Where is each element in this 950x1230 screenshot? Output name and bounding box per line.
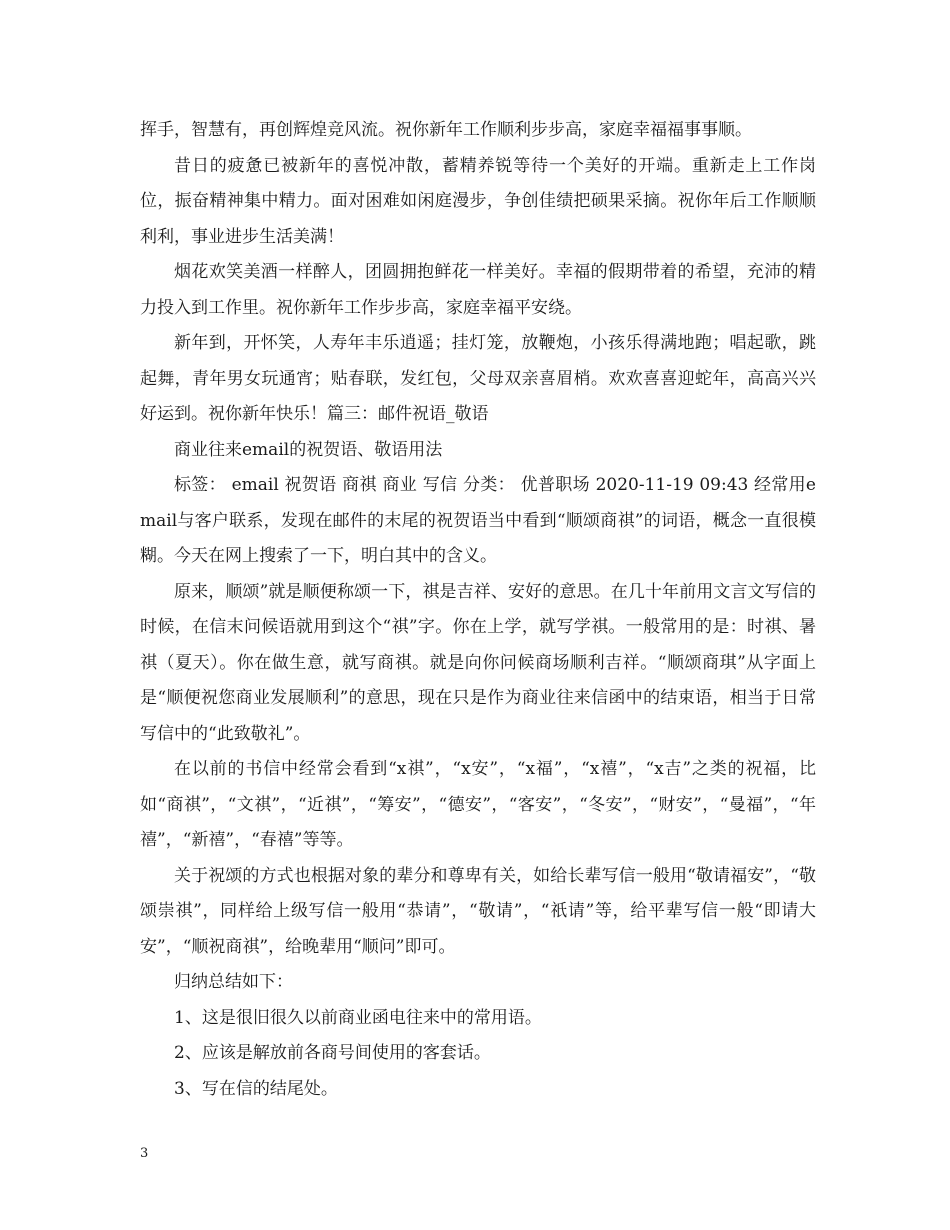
section-heading: 商业往来email的祝贺语、敬语用法: [174, 439, 443, 460]
summary-heading: 归纳总结如下：: [174, 972, 293, 992]
paragraph: 新年到，开怀笑，人寿年丰乐逍遥；挂灯笼，放鞭炮，小孩乐得满地跑；唱起歌，跳起舞，青年男女玩通宵；贴春联，发红包，父母双亲喜眉梢。欢欢喜喜迎蛇年，高高兴兴好运到。祝你新年快乐！篇三：邮件祝语_敬语: [140, 333, 816, 424]
tags-paragraph: 标签： email 祝贺语 商祺 商业 写信 分类： 优普职场 2020-11-19 09:43 经常用email与客户联系，发现在邮件的末尾的祝贺语当中看到“顺颂商祺”的词语，概念一直很模糊。今天在网上搜索了一下，明白其中的含义。: [140, 475, 816, 566]
paragraph-continuation: 挥手，智慧有，再创辉煌竞风流。祝你新年工作顺利步步高，家庭幸福福事事顺。: [140, 120, 752, 140]
page-number: 3: [140, 1146, 149, 1161]
paragraph: 在以前的书信中经常会看到“x祺”，“x安”，“x福”，“x禧”，“x吉”之类的祝福，比如“商祺”，“文祺”，“近祺”，“筹安”，“德安”，“客安”，“冬安”，“财安”，“曼福”，“年禧”，“新禧”，“春禧”等等。: [140, 759, 816, 850]
paragraph: 昔日的疲惫已被新年的喜悦冲散，蓄精养锐等待一个美好的开端。重新走上工作岗位，振奋精神集中精力。面对困难如闲庭漫步，争创佳绩把硕果采摘。祝你年后工作顺顺利利，事业进步生活美满！: [140, 155, 816, 247]
list-item: 2、应该是解放前各商号间使用的客套话。: [174, 1043, 491, 1063]
paragraph: 关于祝颂的方式也根据对象的辈分和尊卑有关，如给长辈写信一般用“敬请福安”，“敬颂崇祺”，同样给上级写信一般用“恭请”，“敬请”，“祇请”等，给平辈写信一般“即请大安”，“顺祝商祺”，给晚辈用“顺问”即可。: [140, 865, 816, 957]
list-item: 1、这是很旧很久以前商业函电往来中的常用语。: [174, 1007, 542, 1028]
document-body: [140, 113, 816, 1107]
list-item: 3、写在信的结尾处。: [174, 1078, 338, 1099]
paragraph: 原来，顺颂”就是顺便称颂一下，祺是吉祥、安好的意思。在几十年前用文言文写信的时候，在信末问候语就用到这个“祺”字。你在上学，就写学祺。一般常用的是：时祺、暑祺（夏天）。你在做生意，就写商祺。就是向你问候商场顺利吉祥。“顺颂商琪”从字面上是“顺便祝您商业发展顺利”的意思，现在只是作为商业往来信函中的结束语，相当于日常写信中的“此致敬礼”。: [140, 581, 816, 744]
paragraph: 烟花欢笑美酒一样醉人，团圆拥抱鲜花一样美好。幸福的假期带着的希望，充沛的精力投入到工作里。祝你新年工作步步高，家庭幸福平安绕。: [140, 262, 816, 318]
